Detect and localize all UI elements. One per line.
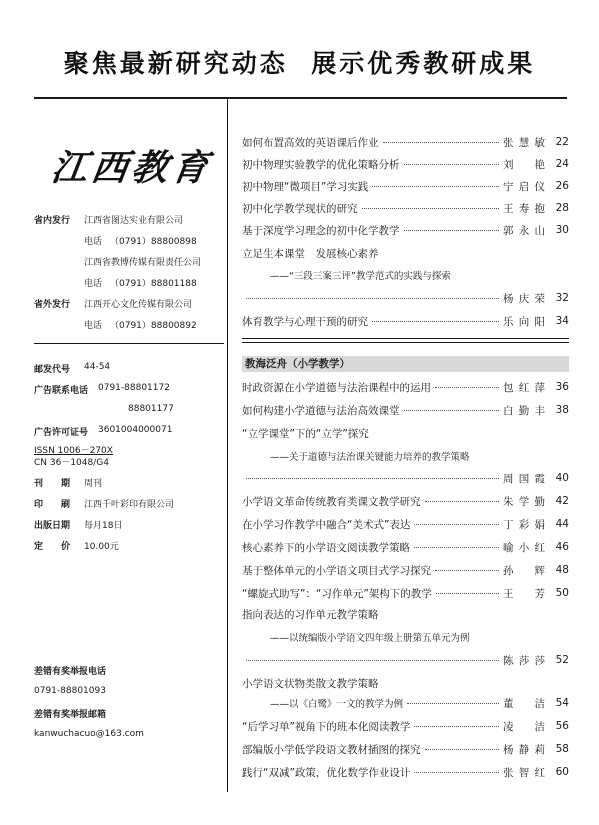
divider [242, 342, 569, 343]
ad-tel-1: 0791-88801172 [98, 383, 170, 393]
toc-title: 部编版小学低学段语文教材插图的探究 [242, 743, 421, 756]
toc-title: “螺旋式助写”：“习作单元”架构下的教学 [242, 587, 432, 600]
toc-title: 如何布置高效的英语课后作业 [242, 136, 379, 149]
toc-author: 丁彩娟 [503, 518, 545, 531]
toc-title: 核心素养下的小学语文阅读教学策略 [242, 541, 410, 554]
toc-title: 如何构建小学道德与法治高效课堂 [242, 404, 400, 417]
toc-entry[interactable] [242, 312, 569, 330]
toc-subtitle: ——以统编版小学语文四年级上册第五单元为例 [270, 633, 470, 644]
toc-title[interactable]: 立足生本课堂 发展核心素养 [242, 248, 379, 260]
toc-entry[interactable] [242, 155, 569, 173]
overseas-1-tel: （0791）88800892 [110, 321, 197, 331]
price: 10.00元 [84, 542, 119, 552]
toc-author: 包红萍 [503, 381, 545, 394]
toc-page: 48 [555, 564, 569, 576]
toc-author: 刘 艳 [503, 158, 545, 171]
report-email-label: 差错有奖举报邮箱 [34, 710, 107, 720]
toc-author: 宁启仪 [503, 180, 545, 193]
overseas-publisher-1: 江西开心文化传媒有限公司 [84, 300, 193, 310]
toc-page: 28 [555, 202, 569, 214]
printer: 江西千叶彩印有限公司 [84, 500, 175, 510]
report-email: kanwuchacuo@163.com [34, 729, 144, 739]
header-rule [34, 97, 567, 99]
toc-title: 基于整体单元的小学语文项目式学习探究 [242, 564, 431, 577]
toc-author: 孙 辉 [503, 564, 545, 577]
toc-title: 初中物理“微项目”学习实践 [242, 180, 369, 193]
column-divider [227, 97, 228, 792]
toc-title[interactable]: 指向表达的习作单元教学策略 [242, 609, 379, 621]
toc-entry[interactable] [242, 378, 569, 396]
toc-entry[interactable] [242, 717, 569, 735]
toc-entry[interactable] [242, 515, 569, 533]
domestic-publisher-2: 江西省教博传媒有限责任公司 [84, 258, 202, 268]
issn: ISSN 1006－270X [34, 446, 113, 456]
postal-label: 邮发代号 [34, 365, 71, 375]
toc-author: 王寿抱 [503, 202, 545, 215]
tel-label: 电话 [84, 237, 103, 247]
period-label: 刊期 [34, 479, 89, 489]
toc-page: 52 [555, 654, 569, 666]
print-label: 印刷 [34, 500, 89, 510]
toc-page: 34 [555, 315, 569, 327]
toc-title: 小学语文革命传统教育类课文教学研究 [242, 495, 421, 508]
toc-author: 周国霞 [503, 472, 545, 485]
toc-author: 张慧敏 [503, 136, 545, 149]
ad-tel-label: 广告联系电话 [34, 386, 89, 396]
toc-page: 38 [555, 404, 569, 416]
divider [34, 343, 224, 344]
toc-title: “后学习单”视角下的班本化阅读教学 [242, 720, 411, 733]
toc-page: 24 [555, 158, 569, 170]
report-tel: 0791-88801093 [34, 686, 106, 696]
divider [242, 338, 569, 339]
report-tel-label: 差错有奖举报电话 [34, 667, 107, 677]
toc-entry[interactable] [242, 401, 569, 419]
ad-license-label: 广告许可证号 [34, 428, 89, 438]
toc-entry[interactable] [242, 492, 569, 510]
toc-page: 36 [555, 381, 569, 393]
price-label: 定价 [34, 542, 89, 552]
toc-title[interactable]: “立学课堂”下的“立学”探究 [242, 428, 369, 440]
toc-author: 朱学勤 [503, 495, 545, 508]
toc-title: 基于深度学习理念的初中化学教学 [242, 224, 400, 237]
toc-title: 初中物理实验教学的优化策略分析 [242, 158, 400, 171]
toc-page: 56 [555, 720, 569, 732]
overseas-label: 省外发行 [34, 300, 71, 310]
toc-author: 白勤丰 [503, 404, 545, 417]
toc-entry[interactable] [242, 561, 569, 579]
date-label: 出版日期 [34, 521, 71, 531]
toc-title: 践行“双减”政策，优化数学作业设计 [242, 766, 411, 779]
toc-page: 40 [555, 472, 569, 484]
toc-author: 张智红 [503, 766, 545, 779]
period: 周刊 [84, 479, 103, 489]
toc-title[interactable]: 小学语文状物类散文教学策略 [242, 678, 379, 690]
tel-label: 电话 [84, 321, 103, 331]
toc-subtitle: ——“三段三案三评”教学范式的实践与探索 [270, 271, 451, 282]
domestic-2-tel: （0791）88801188 [110, 279, 197, 289]
publish-date: 每月18日 [84, 521, 123, 531]
toc-page: 26 [555, 180, 569, 192]
toc-page: 54 [555, 697, 569, 709]
toc-entry[interactable] [242, 289, 569, 307]
magazine-logo: 江西教育 [48, 147, 215, 189]
toc-title: 时政资源在小学道德与法治课程中的运用 [242, 381, 431, 394]
toc-author: 乐向阳 [503, 315, 545, 328]
toc-author: 董 洁 [503, 697, 545, 710]
toc-entry[interactable] [242, 763, 569, 781]
toc-page: 58 [555, 743, 569, 755]
toc-author: 杨静莉 [503, 743, 545, 756]
toc-entry[interactable] [270, 694, 569, 712]
toc-title: 在小学习作教学中融合“美术式”表达 [242, 518, 411, 531]
section-heading: 教海泛舟（小学教学） [242, 356, 569, 372]
toc-page: 42 [555, 495, 569, 507]
ad-license: 3601004000071 [98, 425, 173, 435]
toc-page: 30 [555, 224, 569, 236]
toc-author: 凌 洁 [503, 720, 545, 733]
toc-page: 46 [555, 541, 569, 553]
postal-code: 44-54 [84, 362, 111, 372]
toc-entry[interactable] [242, 177, 569, 195]
domestic-1-tel: （0791）88800898 [110, 237, 197, 247]
toc-entry[interactable] [242, 133, 569, 151]
toc-author: 郭永山 [503, 224, 545, 237]
toc-entry[interactable] [242, 740, 569, 758]
toc-entry[interactable] [242, 469, 569, 487]
domestic-label: 省内发行 [34, 216, 71, 226]
cn-number: CN 36－1048/G4 [34, 458, 109, 468]
toc-entry[interactable] [242, 538, 569, 556]
toc-page: 44 [555, 518, 569, 530]
tel-label: 电话 [84, 279, 103, 289]
toc-subtitle: ——以《白鹭》一文的教学为例 [270, 699, 404, 710]
toc-entry[interactable] [242, 651, 569, 669]
toc-page: 50 [555, 587, 569, 599]
toc-entry[interactable] [242, 221, 569, 239]
ad-tel-2: 88801177 [128, 404, 174, 414]
toc-author: 喻小红 [503, 541, 545, 554]
toc-subtitle: ——关于道德与法治课关键能力培养的教学策略 [270, 452, 470, 463]
toc-page: 22 [555, 136, 569, 148]
toc-author: 陈莎莎 [503, 654, 545, 667]
toc-title: 体育教学与心理干预的研究 [242, 315, 368, 328]
header-slogan: 聚焦最新研究动态 展示优秀教研成果 [63, 49, 536, 78]
toc-page: 60 [555, 766, 569, 778]
domestic-publisher-1: 江西省图达实业有限公司 [84, 216, 184, 226]
toc-entry[interactable] [242, 584, 569, 602]
toc-entry[interactable] [242, 199, 569, 217]
toc-title: 初中化学教学现状的研究 [242, 202, 358, 215]
toc-author: 王 芳 [503, 587, 545, 600]
toc-author: 杨庆荣 [503, 292, 545, 305]
toc-page: 32 [555, 292, 569, 304]
